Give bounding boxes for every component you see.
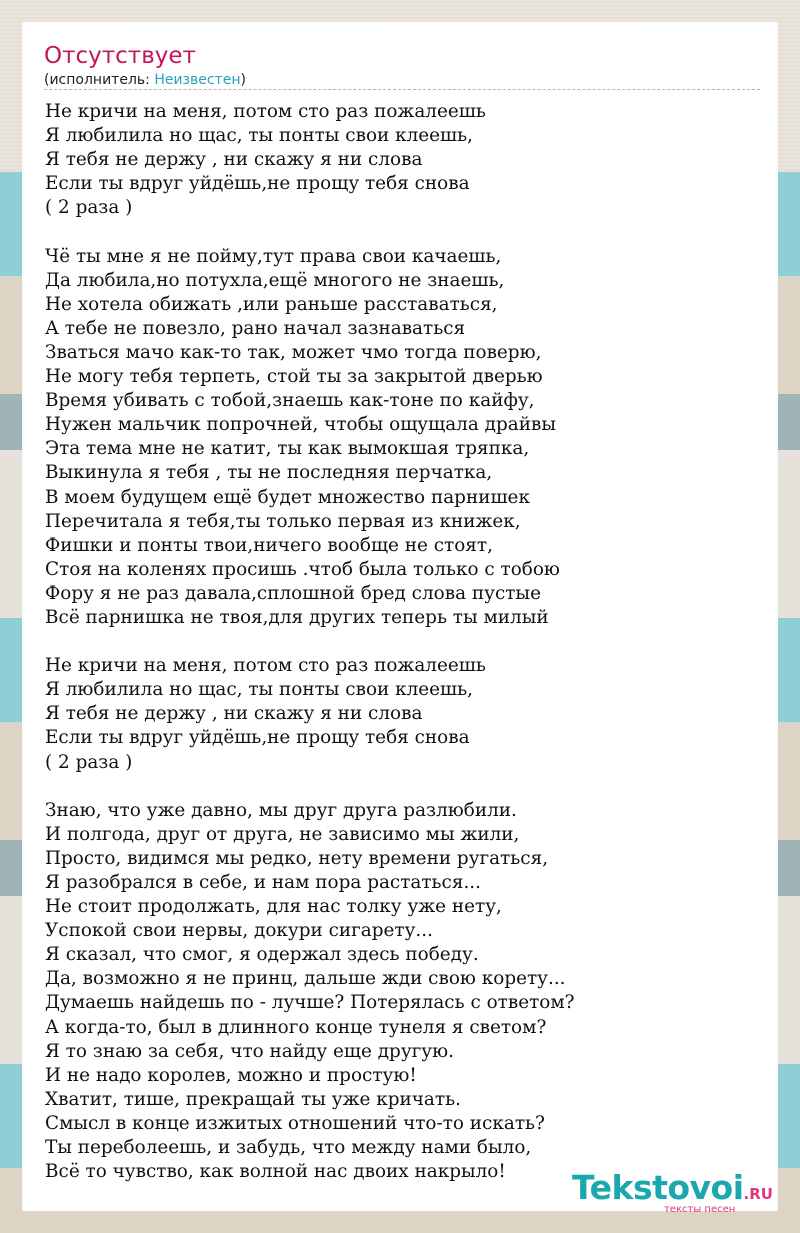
lyric-line: Нужен мальчик попрочней, чтобы ощущала драйвы	[45, 414, 556, 436]
lyric-line: Время убивать с тобой,знаешь как-тоне по кайфу,	[45, 390, 535, 412]
performer-link[interactable]: Неизвестен	[154, 72, 241, 88]
lyric-line: Я тебя не держу , ни скажу я ни слова	[45, 149, 423, 171]
lyric-line: Хватит, тише, прекращай ты уже кричать.	[45, 1088, 461, 1110]
lyric-line: Фишки и понты твои,ничего вообще не стоят,	[45, 534, 493, 556]
lyric-line: А тебе не повезло, рано начал зазнаваться	[45, 317, 466, 339]
logo-name: Tekstovoi	[572, 1168, 744, 1207]
lyric-line: Перечитала я тебя,ты только первая из книжек,	[45, 510, 521, 532]
title-divider	[44, 89, 760, 90]
lyric-line: И не надо королев, можно и простую!	[45, 1064, 417, 1086]
lyrics-text	[45, 100, 765, 1184]
logo-domain: .RU	[743, 1185, 773, 1203]
lyric-line: В моем будущем ещё будет множество парнишек	[45, 486, 530, 508]
lyric-line: Смысл в конце изжитых отношений что-то искать?	[45, 1112, 545, 1134]
lyric-line: Выкинула я тебя , ты не последняя перчатка,	[45, 462, 493, 484]
lyric-line: Знаю, что уже давно, мы друг друга разлюбили.	[45, 799, 517, 821]
lyric-line: Если ты вдруг уйдёшь,не прощу тебя снова	[45, 173, 470, 195]
lyric-line: Чё ты мне я не пойму,тут права свои качаешь,	[45, 245, 502, 267]
lyrics-card	[22, 22, 778, 1215]
lyric-line: Я то знаю за себя, что найду еще другую.	[45, 1040, 454, 1062]
lyric-line: Я разобрался в себе, и нам пора растаться...	[45, 872, 481, 893]
lyric-line: Фору я не раз давала,сплошной бред слова пустые	[45, 582, 541, 604]
lyric-line: Да любила,но потухла,ещё многого не знаешь,	[45, 269, 505, 291]
lyric-line: Я любилила но щас, ты понты свои клеешь,	[45, 125, 474, 147]
lyric-line: Если ты вдруг уйдёшь,не прощу тебя снова	[45, 727, 470, 749]
lyric-line: Не стоит продолжать, для нас толку уже нету,	[45, 896, 502, 918]
lyric-line: Всё парнишка не твоя,для других теперь ты милый	[45, 606, 549, 628]
lyric-line: Я тебя не держу , ни скажу я ни слова	[45, 703, 423, 725]
lyric-line: И полгода, друг от друга, не зависимо мы жили,	[45, 823, 520, 845]
logo-tagline: тексты песен	[664, 1204, 736, 1215]
lyric-line: Ты переболеешь, и забудь, что между нами было,	[45, 1137, 532, 1159]
lyric-line: ( 2 раза )	[45, 197, 133, 219]
performer-line	[44, 71, 246, 89]
performer-prefix: (исполнитель:	[44, 72, 155, 88]
song-title: Отсутствует	[44, 43, 196, 69]
lyric-line: Да, возможно я не принц, дальше жди свою корету...	[45, 968, 566, 990]
lyric-line: Не хотела обижать ,или раньше расставаться,	[45, 293, 498, 315]
lyric-line: Не кричи на меня, потом сто раз пожалеешь	[45, 655, 486, 677]
lyric-line: ( 2 раза )	[45, 751, 133, 773]
lyric-line: Думаешь найдешь по - лучше? Потерялась с ответом?	[45, 992, 575, 1014]
lyric-blank-line	[45, 630, 765, 654]
lyric-line: Просто, видимся мы редко, нету времени ругаться,	[45, 847, 549, 869]
lyric-line: Не могу тебя терпеть, стой ты за закрытой дверью	[45, 366, 543, 388]
lyric-line: Эта тема мне не катит, ты как вымокшая тряпка,	[45, 438, 530, 460]
lyric-blank-line	[45, 775, 765, 799]
lyric-line: Не кричи на меня, потом сто раз пожалеешь	[45, 101, 486, 122]
lyric-line: Я любилила но щас, ты понты свои клеешь,	[45, 679, 474, 701]
lyric-line: Всё то чувство, как волной нас двоих накрыло!	[45, 1161, 506, 1183]
lyric-line: Зваться мачо как-то так, может чмо тогда поверю,	[45, 341, 542, 363]
lyric-line: Стоя на коленях просишь .чтоб была только с тобою	[45, 558, 560, 580]
lyric-line: Я сказал, что смог, я одержал здесь победу.	[45, 944, 479, 966]
lyric-line: Успокой свои нервы, докури сигарету...	[45, 920, 433, 942]
lyric-blank-line	[45, 220, 765, 244]
performer-suffix: )	[240, 72, 246, 88]
lyric-line: А когда-то, был в длинного конце тунеля я светом?	[45, 1016, 547, 1038]
tekstovoi-logo[interactable]	[572, 1170, 782, 1214]
